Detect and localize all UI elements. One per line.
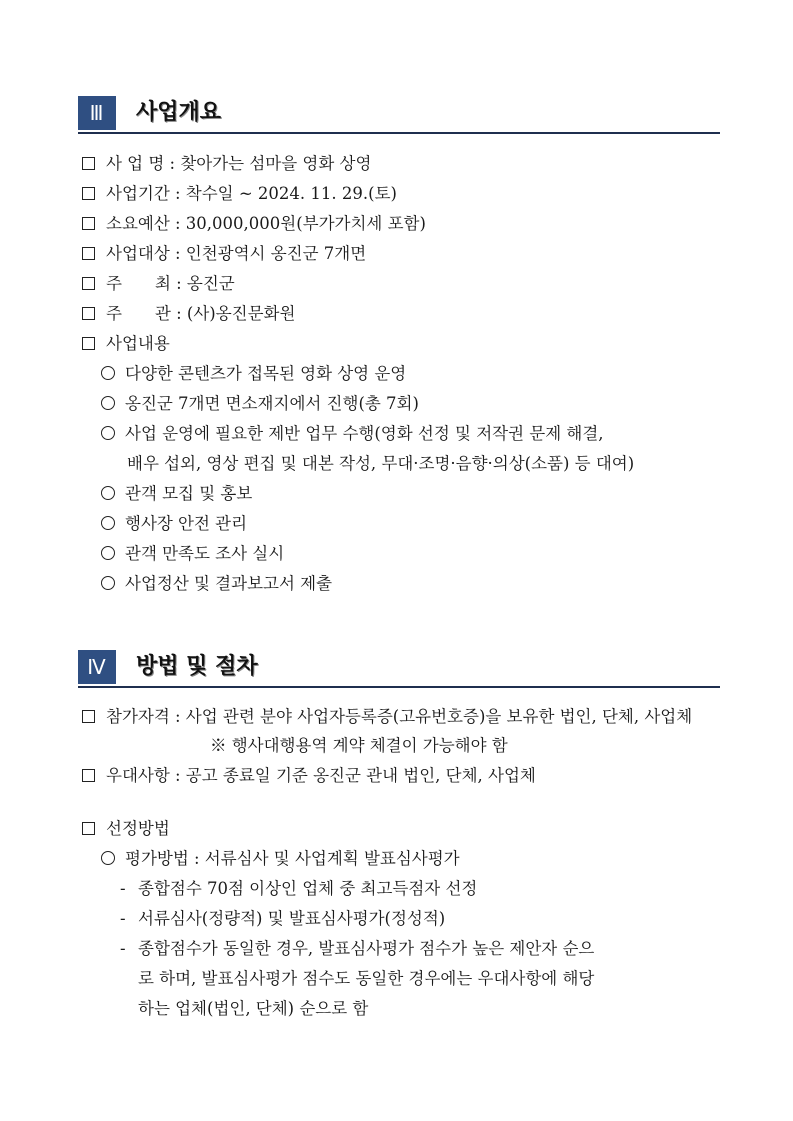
circle-bullet-icon	[101, 576, 115, 590]
item-text: 사업기간 : 착수일 ~ 2024. 11. 29.(토)	[106, 184, 397, 203]
item-text: 관객 모집 및 홍보	[125, 484, 253, 503]
checkbox-item	[82, 183, 397, 205]
checkbox-item	[82, 765, 536, 787]
item-text: 참가자격 : 사업 관련 분야 사업자등록증(고유번호증)을 보유한 법인, 단체, 사업체	[106, 707, 693, 726]
checkbox-item	[82, 303, 295, 325]
item-text: 종합점수가 동일한 경우, 발표심사평가 점수가 높은 제안자 순으	[138, 939, 595, 958]
content-item	[101, 423, 604, 445]
item-text: 주 관 : (사)옹진문화원	[106, 304, 296, 323]
dash-item-continuation: 로 하며, 발표심사평가 점수도 동일한 경우에는 우대사항에 해당	[138, 969, 595, 988]
content-item	[101, 363, 406, 385]
item-text: 관객 만족도 조사 실시	[125, 544, 285, 563]
section-title: 사업개요	[136, 100, 222, 125]
checkbox-item	[82, 706, 692, 728]
checkbox-square-icon	[82, 337, 95, 350]
checkbox-square-icon	[82, 217, 95, 230]
checkbox-square-icon	[82, 769, 95, 782]
item-text: 사업내용	[106, 334, 170, 353]
dash-bullet: -	[120, 879, 126, 898]
item-text: 소요예산 : 30,000,000원(부가가치세 포함)	[106, 214, 426, 233]
circle-bullet-icon	[101, 546, 115, 560]
dash-bullet: -	[120, 939, 126, 958]
content-item	[101, 483, 252, 505]
checkbox-square-icon	[82, 187, 95, 200]
checkbox-square-icon	[82, 822, 95, 835]
qualification-note: ※ 행사대행용역 계약 체결이 가능해야 함	[210, 736, 508, 755]
item-text: 사 업 명 : 찾아가는 섬마을 영화 상영	[106, 154, 372, 173]
checkbox-square-icon	[82, 157, 95, 170]
item-text: 옹진군 7개면 면소재지에서 진행(총 7회)	[125, 394, 419, 413]
content-item	[101, 513, 247, 535]
content-item	[101, 543, 284, 565]
item-text: 선정방법	[106, 819, 170, 838]
dash-bullet: -	[120, 909, 126, 928]
dash-item	[120, 878, 477, 900]
item-text: 사업 운영에 필요한 제반 업무 수행(영화 선정 및 저작권 문제 해결,	[125, 424, 604, 443]
section-header-procedure	[78, 650, 720, 688]
checkbox-square-icon	[82, 277, 95, 290]
section-numeral: Ⅲ	[78, 96, 116, 130]
checkbox-item	[82, 333, 170, 355]
section-numeral: Ⅳ	[78, 650, 116, 684]
circle-bullet-icon	[101, 366, 115, 380]
checkbox-square-icon	[82, 247, 95, 260]
dash-item	[120, 908, 445, 930]
circle-bullet-icon	[101, 426, 115, 440]
dash-item	[120, 938, 594, 960]
checkbox-item	[82, 213, 426, 235]
item-text: 주 최 : 옹진군	[106, 274, 235, 293]
checkbox-item	[82, 273, 235, 295]
content-item	[101, 393, 419, 415]
item-text: 사업정산 및 결과보고서 제출	[125, 574, 333, 593]
item-text: 평가방법 : 서류심사 및 사업계획 발표심사평가	[125, 849, 460, 868]
circle-bullet-icon	[101, 516, 115, 530]
content-item	[101, 848, 460, 870]
content-item-continuation: 배우 섭외, 영상 편집 및 대본 작성, 무대·조명·음향·의상(소품) 등 대여)	[127, 454, 635, 473]
circle-bullet-icon	[101, 396, 115, 410]
circle-bullet-icon	[101, 486, 115, 500]
section-title: 방법 및 절차	[136, 654, 258, 679]
content-item	[101, 573, 332, 595]
checkbox-item	[82, 818, 170, 840]
circle-bullet-icon	[101, 851, 115, 865]
item-text: 행사장 안전 관리	[125, 514, 248, 533]
checkbox-item	[82, 153, 371, 175]
item-text: 다양한 콘텐츠가 접목된 영화 상영 운영	[125, 364, 407, 383]
checkbox-square-icon	[82, 307, 95, 320]
section-header-overview	[78, 96, 720, 134]
checkbox-square-icon	[82, 710, 95, 723]
item-text: 서류심사(정량적) 및 발표심사평가(정성적)	[138, 909, 446, 928]
item-text: 사업대상 : 인천광역시 옹진군 7개면	[106, 244, 367, 263]
item-text: 종합점수 70점 이상인 업체 중 최고득점자 선정	[138, 879, 478, 898]
item-text: 우대사항 : 공고 종료일 기준 옹진군 관내 법인, 단체, 사업체	[106, 766, 536, 785]
checkbox-item	[82, 243, 366, 265]
dash-item-continuation: 하는 업체(법인, 단체) 순으로 함	[138, 999, 369, 1018]
